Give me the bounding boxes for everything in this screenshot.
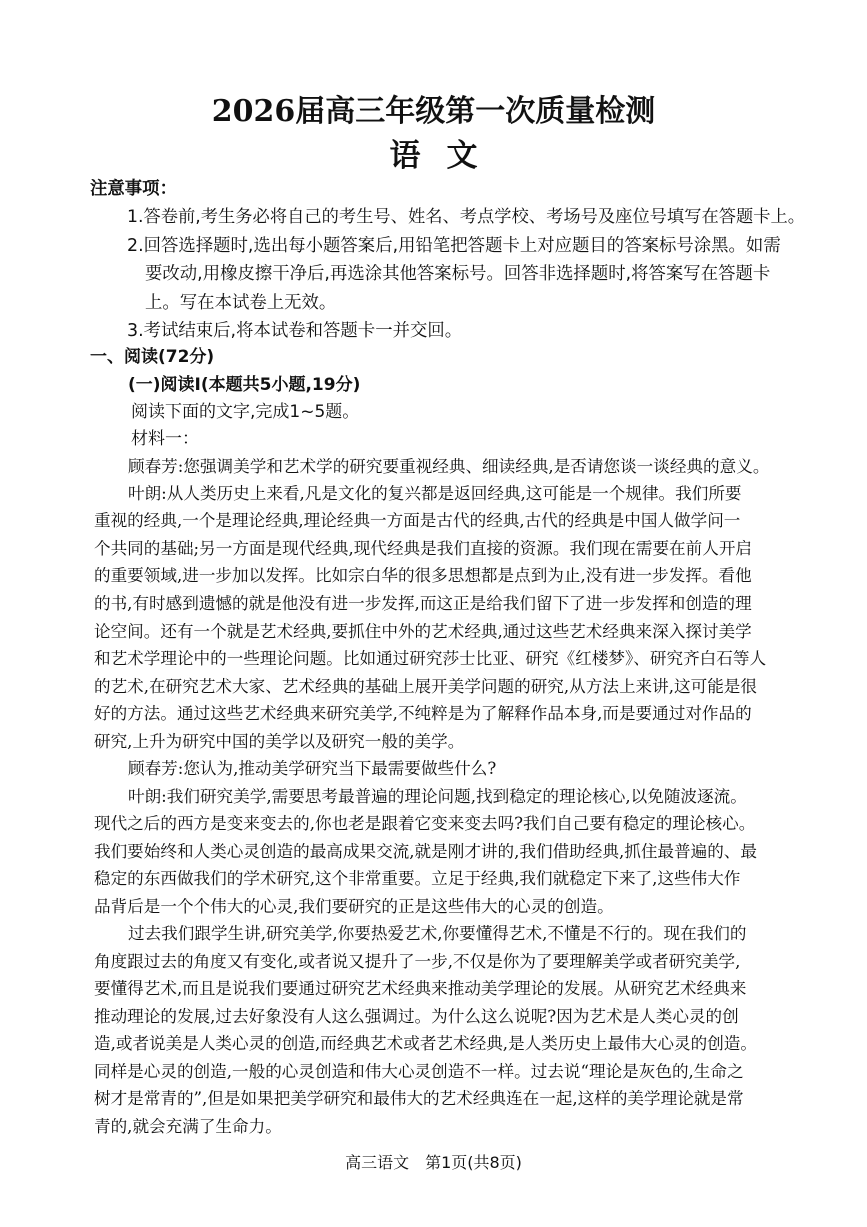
passage-line: 要懂得艺术,而且是说我们要通过研究艺术经典来推动美学理论的发展。从研究艺术经典来 [94,979,747,998]
reading-instruction: 阅读下面的文字,完成1~5题。 [131,402,360,422]
subject-title: 语文 [389,138,504,174]
passage-line: 的书,有时感到遗憾的就是他没有进一步发挥,而这正是给我们留下了进一步发挥和创造的理 [94,594,752,613]
passage-line: 顾春芳:您认为,推动美学研究当下最需要做些什么? [128,759,497,778]
material-label: 材料一： [131,429,199,449]
passage-line: 角度跟过去的角度又有变化,或者说又提升了一步,不仅是你为了要理解美学或者研究美学, [94,952,741,971]
notice-item: 2.回答选择题时,选出每小题答案后,用铅笔把答题卡上对应题目的答案标号涂黑。如需 [127,236,781,256]
notice-item: 1.答卷前,考生务必将自己的考生号、姓名、考点学校、考场号及座位号填写在答题卡上。 [127,207,806,227]
passage-line: 好的方法。通过这些艺术经典来研究美学,不纯粹是为了解释作品本身,而是要通过对作品的 [94,704,752,723]
passage-line: 稳定的东西做我们的学术研究,这个非常重要。立足于经典,我们就稳定下来了,这些伟大作 [94,869,741,888]
passage-line: 造,或者说美是人类心灵的创造,而经典艺术或者艺术经典,是人类历史上最伟大心灵的创造。 [94,1034,757,1053]
passage-line: 青的,就会充满了生命力。 [94,1117,282,1136]
passage-line: 和艺术学理论中的一些理论问题。比如通过研究莎士比亚、研究《红楼梦》、研究齐白石等人 [94,649,767,668]
passage-line: 的重要领域,进一步加以发挥。比如宗白华的很多思想都是点到为止,没有进一步发挥。看他 [94,566,752,585]
passage-line: 同样是心灵的创造,一般的心灵创造和伟大心灵创造不一样。过去说“理论是灰色的,生命之 [94,1062,744,1081]
passage-line: 的艺术,在研究艺术大家、艺术经典的基础上展开美学问题的研究,从方法上来讲,这可能是很 [94,677,757,696]
passage-line: 叶朗:我们研究美学,需要思考最普遍的理论问题,找到稳定的理论核心,以免随波逐流。 [128,787,747,806]
passage-line: 论空间。还有一个就是艺术经典,要抓住中外的艺术经典,通过这些艺术经典来深入探讨美学 [94,622,752,641]
passage-line: 品背后是一个个伟大的心灵,我们要研究的正是这些伟大的心灵的创造。 [94,897,614,916]
passage-line: 树才是常青的”,但是如果把美学研究和最伟大的艺术经典连在一起,这样的美学理论就是常 [94,1089,744,1108]
passage-line: 现代之后的西方是变来变去的,你也老是跟着它变来变去吗?我们自己要有稳定的理论核心。 [94,814,756,833]
passage-line: 重视的经典,一个是理论经典,理论经典一方面是古代的经典,古代的经典是中国人做学问一 [94,511,741,530]
notice-item: 要改动,用橡皮擦干净后,再选涂其他答案标号。回答非选择题时,将答案写在答题卡 [145,264,771,284]
passage-line: 我们要始终和人类心灵创造的最高成果交流,就是刚才讲的,我们借助经典,抓住最普遍的、最 [94,842,757,861]
notice-heading: 注意事项： [90,179,177,199]
passage-line: 顾春芳:您强调美学和艺术学的研究要重视经典、细读经典,是否请您谈一谈经典的意义。 [128,457,770,476]
passage-line: 过去我们跟学生讲,研究美学,你要热爱艺术,你要懂得艺术,不懂是不行的。现在我们的 [128,924,747,943]
sub-section-heading: (一)阅读Ⅰ(本题共5小题,19分) [128,375,361,395]
passage-line: 个共同的基础;另一方面是现代经典,现代经典是我们直接的资源。我们现在需要在前人开启 [94,539,753,558]
section-heading: 一、阅读(72分) [90,347,215,367]
page-footer: 高三语文 第1页(共8页) [345,1153,522,1172]
notice-item: 3.考试结束后,将本试卷和答题卡一并交回。 [127,321,463,341]
exam-title: 2026届高三年级第一次质量检测 [211,94,656,129]
passage-line: 研究,上升为研究中国的美学以及研究一般的美学。 [94,732,465,751]
passage-line: 叶朗:从人类历史上来看,凡是文化的复兴都是返回经典,这可能是一个规律。我们所要 [128,484,742,503]
passage-line: 推动理论的发展,过去好象没有人这么强调过。为什么这么说呢?因为艺术是人类心灵的创 [94,1007,739,1026]
notice-item: 上。写在本试卷上无效。 [145,293,337,313]
